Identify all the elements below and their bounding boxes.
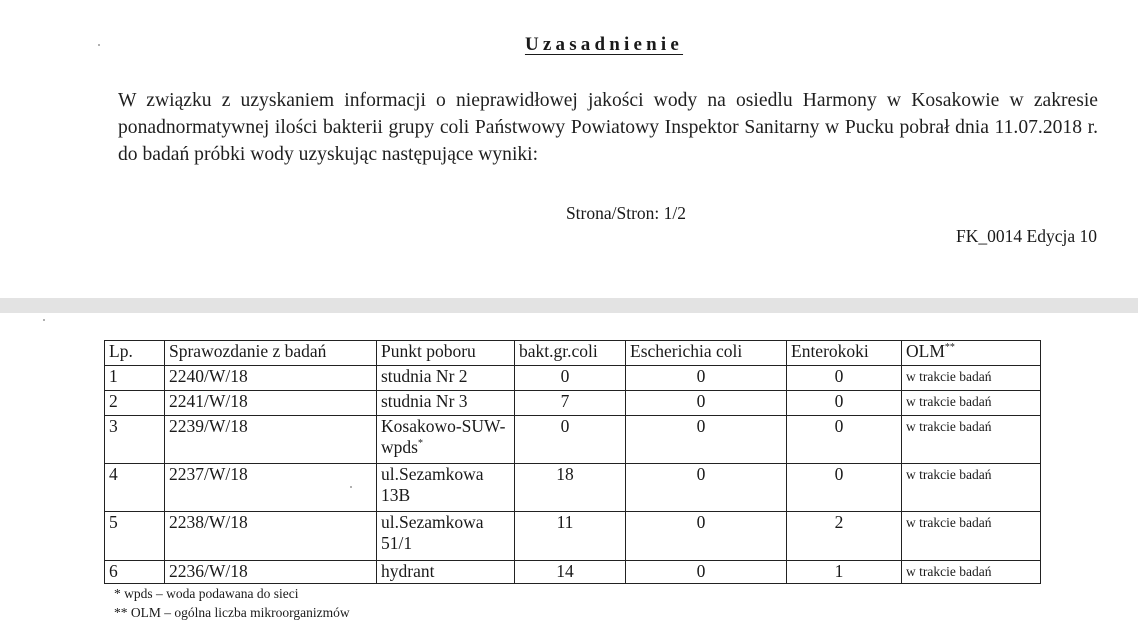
cell-sprawozdanie [165,512,377,561]
cell-sprawozdanie-text: 2238/W/18 [169,512,248,532]
table-row [105,391,1041,416]
cell-punkt-poboru [377,366,515,391]
cell-punkt-poboru [377,391,515,416]
cell-olm-text: w trakcie badań [906,467,992,482]
cell-enterokoki [787,464,902,512]
cell-escherichia-coli [626,416,787,464]
cell-lp [105,366,165,391]
cell-bakt-gr-coli [515,391,626,416]
cell-lp [105,391,165,416]
page-number: Strona/Stron: 1/2 [565,203,687,223]
cell-olm-text: w trakcie badań [906,369,992,384]
cell-escherichia-coli [626,391,787,416]
cell-escherichia-coli [626,464,787,512]
table-body [105,366,1041,584]
header-enterokoki: Enterokoki [787,341,902,366]
document-title: Uzasadnienie [524,34,684,55]
cell-enterokoki-text: 0 [834,464,844,484]
cell-lp-text: 1 [109,366,118,386]
cell-bakt-gr-coli [515,416,626,464]
cell-enterokoki-text: 1 [834,561,844,581]
cell-punkt-poboru-text: Kosakowo-SUW-wpds [381,416,506,457]
cell-enterokoki [787,561,902,584]
cell-punkt-poboru-text: ul.Sezamkowa 51/1 [381,512,484,553]
cell-sprawozdanie [165,366,377,391]
cell-bakt-gr-coli [515,512,626,561]
scan-speck [43,319,45,321]
cell-olm [902,561,1041,584]
cell-bakt-gr-coli-text: 7 [560,391,570,411]
cell-enterokoki-text: 0 [834,366,844,386]
cell-escherichia-coli-text: 0 [696,561,706,581]
cell-enterokoki-text: 2 [834,512,844,532]
cell-punkt-poboru-text: hydrant [381,561,435,581]
cell-escherichia-coli-text: 0 [696,416,706,436]
cell-sprawozdanie-text: 2236/W/18 [169,561,248,581]
cell-enterokoki [787,416,902,464]
cell-lp [105,512,165,561]
cell-enterokoki-text: 0 [834,416,844,436]
footnote-olm: ** OLM – ogólna liczba mikroorganizmów [114,605,350,620]
cell-enterokoki [787,512,902,561]
cell-olm [902,391,1041,416]
cell-olm [902,464,1041,512]
cell-bakt-gr-coli [515,561,626,584]
cell-escherichia-coli [626,512,787,561]
cell-enterokoki [787,366,902,391]
table-header-row [105,341,1041,366]
cell-bakt-gr-coli [515,366,626,391]
page-gap [0,298,1138,313]
cell-lp-text: 2 [109,391,118,411]
cell-olm-text: w trakcie badań [906,419,992,434]
cell-bakt-gr-coli [515,464,626,512]
cell-lp-text: 4 [109,464,118,484]
form-code: FK_0014 Edycja 10 [956,226,1097,246]
results-table [104,340,1041,584]
cell-olm-text: w trakcie badań [906,394,992,409]
cell-escherichia-coli [626,366,787,391]
header-olm-label: OLM [906,341,945,361]
cell-escherichia-coli-text: 0 [696,391,706,411]
header-olm [902,341,1041,366]
footnote-wpds: * wpds – woda podawana do sieci [114,586,299,601]
cell-bakt-gr-coli-text: 18 [556,464,574,484]
cell-sprawozdanie [165,561,377,584]
cell-sprawozdanie-text: 2239/W/18 [169,416,248,436]
table-row [105,512,1041,561]
cell-olm [902,512,1041,561]
cell-lp [105,464,165,512]
scan-speck [98,44,100,46]
header-escherichia-coli: Escherichia coli [626,341,787,366]
cell-bakt-gr-coli-text: 14 [556,561,574,581]
cell-punkt-poboru-text: studnia Nr 2 [381,366,468,386]
cell-bakt-gr-coli-text: 0 [560,366,570,386]
cell-bakt-gr-coli-text: 11 [556,512,574,532]
table-row [105,464,1041,512]
header-bakt-gr-coli: bakt.gr.coli [515,341,626,366]
cell-lp [105,561,165,584]
cell-sprawozdanie [165,391,377,416]
footnotes [114,584,350,622]
cell-punkt-poboru [377,416,515,464]
cell-escherichia-coli-text: 0 [696,512,706,532]
cell-sprawozdanie-text: 2241/W/18 [169,391,248,411]
cell-sprawozdanie-text: 2237/W/18 [169,464,248,484]
cell-olm [902,366,1041,391]
table-row [105,366,1041,391]
header-lp: Lp. [105,341,165,366]
cell-punkt-poboru-text: studnia Nr 3 [381,391,468,411]
cell-olm-text: w trakcie badań [906,515,992,530]
cell-bakt-gr-coli-text: 0 [560,416,570,436]
cell-punkt-poboru [377,512,515,561]
cell-punkt-poboru-text: ul.Sezamkowa 13B [381,464,484,505]
cell-lp-text: 5 [109,512,118,532]
cell-olm-text: w trakcie badań [906,564,992,579]
cell-punkt-poboru [377,561,515,584]
cell-sprawozdanie-text: 2240/W/18 [169,366,248,386]
cell-enterokoki-text: 0 [834,391,844,411]
header-sprawozdanie: Sprawozdanie z badań [165,341,377,366]
header-punkt-poboru: Punkt poboru [377,341,515,366]
table-row [105,416,1041,464]
cell-sprawozdanie [165,416,377,464]
table-row [105,561,1041,584]
cell-escherichia-coli-text: 0 [696,366,706,386]
cell-escherichia-coli-text: 0 [696,464,706,484]
cell-escherichia-coli [626,561,787,584]
cell-lp-text: 6 [109,561,118,581]
cell-olm [902,416,1041,464]
cell-lp-text: 3 [109,416,118,436]
justification-paragraph: W związku z uzyskaniem informacji o nieprawidłowej jakości wody na osiedlu Harmony w Kosakowie w zakresie ponadnormatywnej ilości bakterii grupy coli Państwowy Powiatowy Inspektor Sanitarny w Pucku pobrał dnia 11.07.2018 r. do badań próbki wody uzyskując następujące wyniki: [118,90,1098,165]
page-upper-section [0,0,1138,298]
cell-lp [105,416,165,464]
cell-enterokoki [787,391,902,416]
cell-sprawozdanie [165,464,377,512]
header-olm-mark: ** [944,342,955,354]
footnote-mark: * [417,438,423,450]
cell-punkt-poboru [377,464,515,512]
